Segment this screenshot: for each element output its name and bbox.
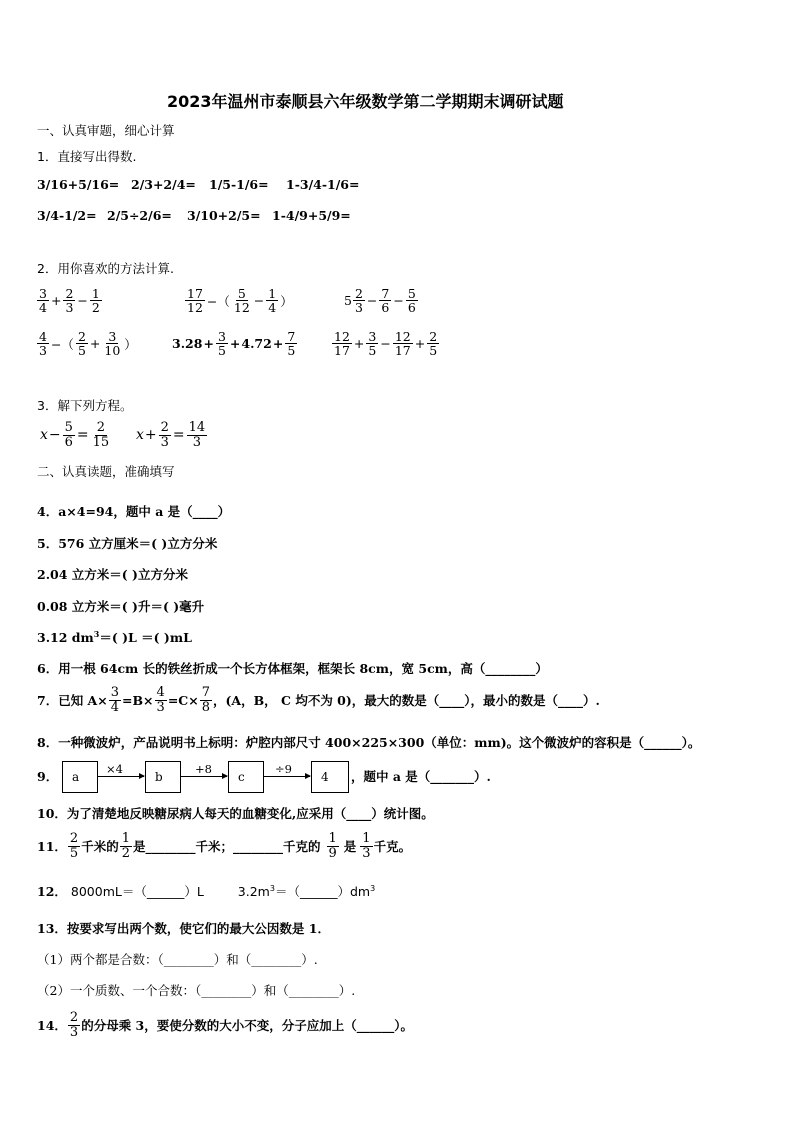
question-5-line-1: 5．576 立方厘米＝( )立方分米 <box>37 536 218 551</box>
q1-item: 3/4-1/2= <box>37 208 97 223</box>
q7-mid-1: =B× <box>122 692 154 708</box>
q14-text: 的分母乘 3，要使分数的大小不变，分子应加上（______）。 <box>81 1018 413 1034</box>
question-12 <box>37 882 375 900</box>
flow-arrow <box>180 776 227 777</box>
question-7: 7．已知 A× $\frac{3}{4}$ =B× $\frac{4}{3}$ =C× $\frac{7}{8}$ ，(A，B， C 均不为 0)，最大的数是（____），最小的数是（____）. <box>37 685 600 715</box>
q1-item: 1-4/9+5/9= <box>272 208 351 223</box>
question-9-tail: ，题中 a 是（_______）. <box>351 769 491 784</box>
q3-equation-2: x + $\frac{2}{3}$ = $\frac{14}{3}$ <box>136 420 206 450</box>
q2-expression-5: 3.28 + $\frac{3}{5}$ + 4.72 + $\frac{7}{5}$ <box>172 329 296 359</box>
flow-box-c: c <box>228 761 264 793</box>
flow-box-b: b <box>145 761 181 793</box>
q3-equation-1: x − $\frac{5}{6}$ = $\frac{2}{15}$ <box>40 420 110 450</box>
q5-exponent: 3 <box>93 628 100 639</box>
q2-expression-4: $\frac{4}{3}$ −（ $\frac{2}{5}$ + $\frac{3}{10}$ ） <box>39 329 137 359</box>
question-11: 11． $\frac{2}{5}$ 千米的 $\frac{1}{2}$ 是________千米；________千克的 $\frac{1}{9}$ 是 $\frac{1}{3}$ 千克。 <box>37 831 412 861</box>
q2-expression-3: 5 $\frac{2}{3}$ − $\frac{7}{6}$ − $\frac{5}{6}$ <box>344 286 416 316</box>
q11-text-1: 千米的 <box>81 839 119 855</box>
page-title: 2023年温州市泰顺县六年级数学第二学期期末调研试题 <box>167 92 564 111</box>
question-6: 6．用一根 64cm 长的铁丝折成一个长方体框架，框架长 8cm，宽 5cm，高（________） <box>37 661 548 676</box>
question-13-label: 13．按要求写出两个数，使它们的最大公因数是 1． <box>37 921 330 936</box>
question-5-line-2: 2.04 立方米＝( )立方分米 <box>37 567 188 582</box>
flow-box-result: 4 <box>311 761 349 793</box>
q11-text-2: 是________千米；________千克的 <box>132 839 321 855</box>
flow-op-add: +8 <box>195 762 212 776</box>
q5-volume-value: 3.12 dm <box>37 630 94 645</box>
flow-op-divide: ÷9 <box>275 762 292 776</box>
q11-label: 11． <box>37 839 67 855</box>
question-5-line-4 <box>37 628 192 646</box>
q1-item: 1-3/4-1/6= <box>286 177 360 192</box>
q7-mid-2: =C× <box>167 692 199 708</box>
q1-item: 3/16+5/16= <box>37 177 120 192</box>
question-3-label: 3．解下列方程。 <box>37 398 133 413</box>
q12-part-b: $3.2m^3=(\_\_\_\_\_\_)dm^3$ <box>237 883 376 899</box>
q5-blanks: ＝( )L ＝( )mL <box>99 630 192 645</box>
q12-label: 12． <box>37 884 67 899</box>
q7-suffix: ，(A，B， C 均不为 0)，最大的数是（____），最小的数是（____）. <box>213 693 600 709</box>
q11-text-3: 是 <box>343 839 357 855</box>
flow-op-multiply: ×4 <box>106 762 123 776</box>
q2-expression-1: $\frac{3}{4}$ + $\frac{2}{3}$ − $\frac{1}{2}$ <box>39 286 100 316</box>
q1-item: 2/5÷2/6= <box>107 208 172 223</box>
flow-arrow <box>263 776 310 777</box>
q1-item: 3/10+2/5= <box>187 208 261 223</box>
q14-label: 14． <box>37 1018 67 1034</box>
question-10: 10．为了清楚地反映糖尿病人每天的血糖变化,应采用（____）统计图。 <box>37 806 434 821</box>
q1-item: 2/3+2/4= <box>131 177 196 192</box>
q1-item: 1/5-1/6= <box>209 177 269 192</box>
q12-part-a: 8000mL＝（______）L <box>70 884 204 899</box>
flow-arrow <box>97 776 144 777</box>
question-8: 8．一种微波炉，产品说明书上标明：炉腔内部尺寸 400×225×300（单位：mm)。这个微波炉的容积是（______）。 <box>37 735 701 750</box>
question-2-label: 2．用你喜欢的方法计算. <box>37 261 174 276</box>
q7-prefix: 7．已知 A× <box>37 693 108 709</box>
q2-expression-2: $\frac{17}{12}$ −（ $\frac{5}{12}$ − $\frac{1}{4}$ ） <box>187 286 293 316</box>
question-13-line-1: （1）两个都是合数：（________）和（________）. <box>37 952 318 967</box>
question-5-line-3: 0.08 立方米＝( )升＝( )毫升 <box>37 599 205 614</box>
section-heading-2: 二、认真读题，准确填写 <box>37 464 175 479</box>
q2-expression-6: $\frac{12}{17}$ + $\frac{3}{5}$ − $\frac{12}{17}$ + $\frac{2}{5}$ <box>334 329 438 359</box>
question-14: 14． $\frac{2}{3}$ 的分母乘 3，要使分数的大小不变，分子应加上（______）。 <box>37 1010 413 1040</box>
flow-box-a: a <box>62 761 98 793</box>
q11-text-4: 千克。 <box>373 839 412 855</box>
section-heading-1: 一、认真审题，细心计算 <box>37 123 175 138</box>
question-9-label: 9． <box>37 769 59 784</box>
question-4: 4．a×4=94，题中 a 是（____） <box>37 504 231 519</box>
question-1-label: 1．直接写出得数. <box>37 149 137 164</box>
question-13-line-2: （2）一个质数、一个合数：（________）和（________）. <box>37 983 356 998</box>
